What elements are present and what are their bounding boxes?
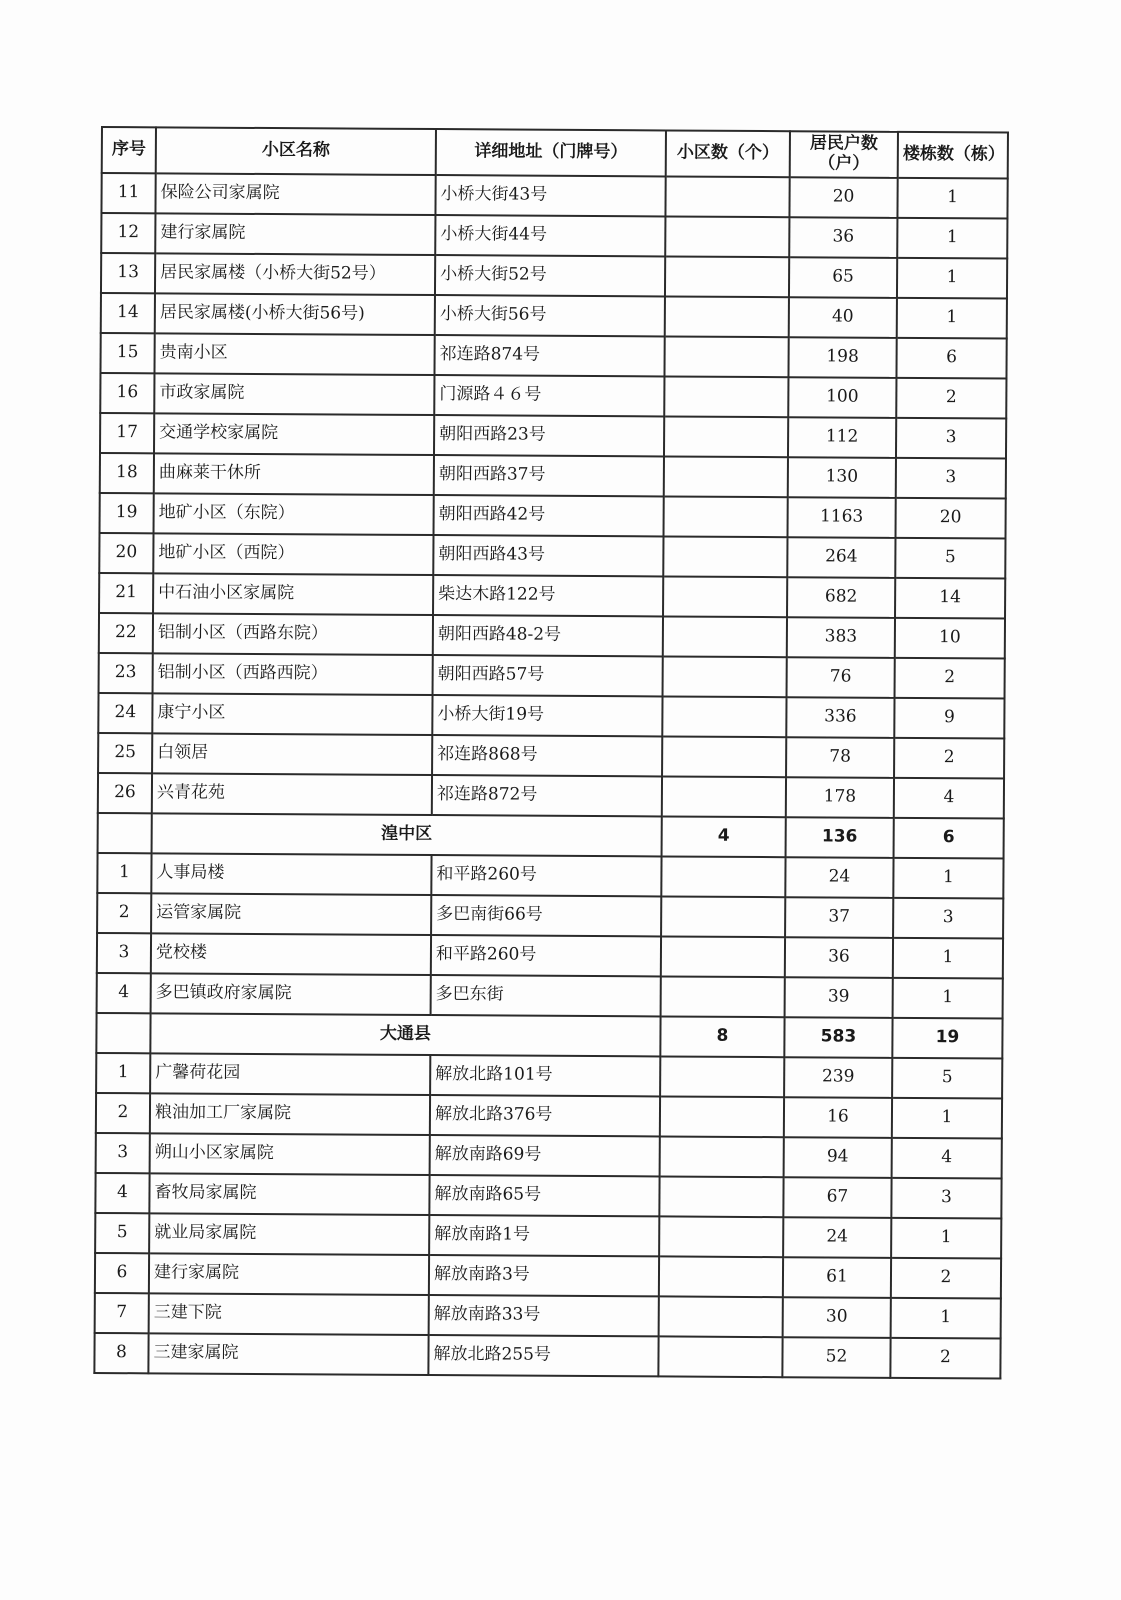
row-idx-cell: 11 (101, 173, 155, 213)
row-households-cell: 76 (787, 657, 895, 698)
row-name-cell: 居民家属楼（小桥大街52号） (155, 253, 435, 295)
table-row (94, 1333, 1000, 1379)
table-row (97, 893, 1003, 939)
row-count-cell (662, 736, 786, 777)
table-row (98, 693, 1004, 739)
row-idx-cell: 18 (100, 453, 154, 493)
row-idx-cell: 16 (100, 373, 154, 413)
district-households-cell: 583 (784, 1017, 892, 1058)
row-address-cell: 小桥大街19号 (432, 695, 662, 736)
row-households-cell: 20 (789, 177, 897, 218)
row-address-cell: 解放南路3号 (429, 1255, 659, 1296)
row-households-cell: 112 (788, 417, 896, 458)
row-count-cell (661, 976, 785, 1017)
row-households-cell: 130 (788, 457, 896, 498)
row-idx-cell: 3 (96, 1133, 150, 1173)
row-buildings-cell: 1 (897, 258, 1007, 299)
row-address-cell: 朝阳西路48-2号 (433, 615, 663, 656)
row-name-cell: 畜牧局家属院 (149, 1173, 429, 1215)
row-idx-cell: 21 (99, 573, 153, 613)
row-name-cell: 地矿小区（东院） (154, 493, 434, 535)
header-buildings: 楼栋数（栋） (898, 132, 1008, 179)
row-idx-cell: 6 (95, 1253, 149, 1293)
row-buildings-cell: 6 (896, 338, 1006, 379)
district-buildings-cell: 19 (892, 1018, 1002, 1059)
row-buildings-cell: 4 (894, 778, 1004, 819)
row-count-cell (664, 456, 788, 497)
table-row (98, 733, 1004, 779)
row-address-cell: 多巴南街66号 (431, 895, 661, 936)
row-address-cell: 和平路260号 (431, 935, 661, 976)
row-name-cell: 康宁小区 (152, 693, 432, 735)
row-count-cell (665, 296, 789, 337)
row-name-cell: 粮油加工厂家属院 (150, 1093, 430, 1135)
row-count-cell (663, 616, 787, 657)
row-name-cell: 中石油小区家属院 (153, 573, 433, 615)
row-idx-cell: 4 (97, 973, 151, 1013)
table-row (95, 1253, 1001, 1299)
row-idx-cell: 2 (97, 893, 151, 933)
table-row (96, 1133, 1002, 1179)
district-name-cell: 湟中区 (152, 813, 662, 856)
row-count-cell (659, 1176, 783, 1217)
row-households-cell: 36 (785, 937, 893, 978)
row-idx-cell: 8 (94, 1333, 148, 1373)
row-name-cell: 运管家属院 (151, 893, 431, 935)
header-community-count: 小区数（个） (666, 130, 790, 177)
row-households-cell: 1163 (788, 497, 896, 538)
row-name-cell: 地矿小区（西院） (153, 533, 433, 575)
table-row (96, 1093, 1002, 1139)
row-address-cell: 祁连路868号 (432, 735, 662, 776)
row-count-cell (662, 696, 786, 737)
table-row (97, 933, 1003, 979)
row-households-cell: 52 (782, 1337, 890, 1378)
row-buildings-cell: 14 (895, 578, 1005, 619)
table-header (102, 127, 1008, 179)
row-idx-cell: 17 (100, 413, 154, 453)
row-address-cell: 解放北路376号 (430, 1095, 660, 1136)
row-count-cell (660, 1056, 784, 1097)
row-buildings-cell: 1 (897, 178, 1007, 219)
row-address-cell: 祁连路874号 (434, 335, 664, 376)
row-name-cell: 三建下院 (149, 1293, 429, 1335)
row-buildings-cell: 3 (896, 458, 1006, 499)
row-address-cell: 朝阳西路42号 (434, 495, 664, 536)
row-address-cell: 小桥大街44号 (435, 215, 665, 256)
district-idx-cell (96, 1013, 150, 1053)
row-name-cell: 多巴镇政府家属院 (151, 973, 431, 1015)
row-buildings-cell: 2 (894, 738, 1004, 779)
row-name-cell: 白领居 (152, 733, 432, 775)
row-address-cell: 朝阳西路43号 (433, 535, 663, 576)
table-row (99, 573, 1005, 619)
row-count-cell (660, 1096, 784, 1137)
district-count-cell: 8 (660, 1016, 784, 1057)
row-address-cell: 小桥大街56号 (435, 295, 665, 336)
row-buildings-cell: 1 (897, 298, 1007, 339)
row-name-cell: 党校楼 (151, 933, 431, 975)
header-name: 小区名称 (156, 127, 436, 175)
row-address-cell: 解放南路1号 (429, 1215, 659, 1256)
row-name-cell: 三建家属院 (148, 1333, 428, 1375)
row-buildings-cell: 2 (891, 1258, 1001, 1299)
table-row (100, 493, 1006, 539)
row-address-cell: 解放南路33号 (429, 1295, 659, 1336)
table-row (100, 413, 1006, 459)
row-address-cell: 小桥大街52号 (435, 255, 665, 296)
row-name-cell: 市政家属院 (154, 373, 434, 415)
table-row (98, 773, 1004, 819)
table-row (97, 973, 1003, 1019)
row-name-cell: 铝制小区（西路东院） (153, 613, 433, 655)
row-idx-cell: 12 (101, 213, 155, 253)
row-idx-cell: 2 (96, 1093, 150, 1133)
row-households-cell: 383 (787, 617, 895, 658)
row-count-cell (659, 1296, 783, 1337)
row-address-cell: 解放南路65号 (429, 1175, 659, 1216)
row-address-cell: 祁连路872号 (432, 775, 662, 816)
row-count-cell (664, 336, 788, 377)
row-idx-cell: 14 (101, 293, 155, 333)
row-buildings-cell: 20 (895, 498, 1005, 539)
header-row (102, 127, 1008, 179)
table-row (101, 213, 1007, 259)
row-households-cell: 198 (788, 337, 896, 378)
district-subtotal-row (96, 1013, 1002, 1059)
district-buildings-cell: 6 (894, 818, 1004, 859)
row-name-cell: 兴青花苑 (152, 773, 432, 815)
row-name-cell: 曲麻莱干休所 (154, 453, 434, 495)
row-households-cell: 78 (786, 737, 894, 778)
row-name-cell: 保险公司家属院 (155, 173, 435, 215)
district-count-cell: 4 (662, 816, 786, 857)
row-buildings-cell: 4 (892, 1138, 1002, 1179)
row-count-cell (665, 256, 789, 297)
table-row (95, 1173, 1001, 1219)
table-row (101, 173, 1007, 219)
row-households-cell: 36 (789, 217, 897, 258)
row-idx-cell: 3 (97, 933, 151, 973)
row-households-cell: 24 (783, 1217, 891, 1258)
row-households-cell: 24 (785, 857, 893, 898)
row-name-cell: 广馨荷花园 (150, 1053, 430, 1095)
row-address-cell: 解放北路255号 (428, 1335, 658, 1376)
row-address-cell: 柴达木路122号 (433, 575, 663, 616)
table-row (101, 253, 1007, 299)
row-count-cell (664, 496, 788, 537)
district-idx-cell (98, 813, 152, 853)
row-buildings-cell: 5 (892, 1058, 1002, 1099)
row-buildings-cell: 1 (891, 1218, 1001, 1259)
table-row (101, 293, 1007, 339)
row-count-cell (660, 1136, 784, 1177)
table-row (99, 533, 1005, 579)
row-count-cell (665, 216, 789, 257)
row-address-cell: 门源路４６号 (434, 375, 664, 416)
row-address-cell: 朝阳西路37号 (434, 455, 664, 496)
row-idx-cell: 24 (98, 693, 152, 733)
row-buildings-cell: 9 (894, 698, 1004, 739)
row-households-cell: 67 (783, 1177, 891, 1218)
row-idx-cell: 7 (95, 1293, 149, 1333)
row-idx-cell: 15 (100, 333, 154, 373)
row-count-cell (663, 576, 787, 617)
row-buildings-cell: 1 (893, 938, 1003, 979)
row-buildings-cell: 3 (891, 1178, 1001, 1219)
row-idx-cell: 20 (99, 533, 153, 573)
row-idx-cell: 26 (98, 773, 152, 813)
row-buildings-cell: 1 (893, 978, 1003, 1019)
row-buildings-cell: 5 (895, 538, 1005, 579)
row-count-cell (661, 856, 785, 897)
row-idx-cell: 23 (99, 653, 153, 693)
row-buildings-cell: 1 (891, 1298, 1001, 1339)
table-row (99, 613, 1005, 659)
row-count-cell (661, 896, 785, 937)
row-idx-cell: 19 (100, 493, 154, 533)
row-count-cell (664, 416, 788, 457)
row-households-cell: 100 (788, 377, 896, 418)
row-address-cell: 小桥大街43号 (435, 175, 665, 216)
row-buildings-cell: 1 (893, 858, 1003, 899)
row-buildings-cell: 2 (896, 378, 1006, 419)
table-row (96, 1053, 1002, 1099)
row-address-cell: 解放南路69号 (430, 1135, 660, 1176)
row-buildings-cell: 1 (892, 1098, 1002, 1139)
row-households-cell: 30 (783, 1297, 891, 1338)
row-name-cell: 建行家属院 (155, 213, 435, 255)
row-name-cell: 居民家属楼(小桥大街56号) (155, 293, 435, 335)
header-idx: 序号 (102, 127, 156, 173)
table-row (97, 853, 1003, 899)
row-name-cell: 朔山小区家属院 (150, 1133, 430, 1175)
row-buildings-cell: 10 (895, 618, 1005, 659)
district-subtotal-row (98, 813, 1004, 859)
row-households-cell: 16 (784, 1097, 892, 1138)
community-table (93, 126, 1009, 1380)
row-count-cell (658, 1336, 782, 1377)
row-buildings-cell: 2 (895, 658, 1005, 699)
table-row (95, 1293, 1001, 1339)
row-address-cell: 多巴东街 (431, 975, 661, 1016)
row-address-cell: 朝阳西路57号 (433, 655, 663, 696)
row-count-cell (659, 1216, 783, 1257)
row-count-cell (663, 536, 787, 577)
row-households-cell: 40 (789, 297, 897, 338)
row-households-cell: 239 (784, 1057, 892, 1098)
row-households-cell: 39 (785, 977, 893, 1018)
row-count-cell (665, 176, 789, 217)
row-households-cell: 336 (786, 697, 894, 738)
row-idx-cell: 1 (97, 853, 151, 893)
row-idx-cell: 25 (98, 733, 152, 773)
table-row (95, 1213, 1001, 1259)
row-buildings-cell: 3 (893, 898, 1003, 939)
row-buildings-cell: 2 (890, 1338, 1000, 1379)
row-name-cell: 交通学校家属院 (154, 413, 434, 455)
row-households-cell: 264 (787, 537, 895, 578)
row-name-cell: 铝制小区（西路西院） (153, 653, 433, 695)
header-address: 详细地址（门牌号） (436, 129, 666, 176)
row-count-cell (662, 776, 786, 817)
header-households: 居民户数（户） (790, 131, 898, 178)
row-households-cell: 94 (784, 1137, 892, 1178)
row-name-cell: 就业局家属院 (149, 1213, 429, 1255)
row-buildings-cell: 1 (897, 218, 1007, 259)
row-count-cell (661, 936, 785, 977)
table-row (100, 333, 1006, 379)
row-idx-cell: 22 (99, 613, 153, 653)
row-name-cell: 贵南小区 (154, 333, 434, 375)
district-households-cell: 136 (786, 817, 894, 858)
row-name-cell: 人事局楼 (151, 853, 431, 895)
row-name-cell: 建行家属院 (149, 1253, 429, 1295)
table-row (100, 373, 1006, 419)
row-address-cell: 和平路260号 (431, 855, 661, 896)
table-body (94, 173, 1007, 1379)
row-count-cell (664, 376, 788, 417)
table-row (99, 653, 1005, 699)
row-idx-cell: 4 (95, 1173, 149, 1213)
row-buildings-cell: 3 (896, 418, 1006, 459)
row-address-cell: 解放北路101号 (430, 1055, 660, 1096)
row-address-cell: 朝阳西路23号 (434, 415, 664, 456)
row-idx-cell: 13 (101, 253, 155, 293)
row-count-cell (659, 1256, 783, 1297)
row-households-cell: 178 (786, 777, 894, 818)
row-households-cell: 61 (783, 1257, 891, 1298)
row-idx-cell: 1 (96, 1053, 150, 1093)
row-households-cell: 37 (785, 897, 893, 938)
row-households-cell: 65 (789, 257, 897, 298)
district-name-cell: 大通县 (150, 1013, 660, 1056)
row-count-cell (663, 656, 787, 697)
table-row (100, 453, 1006, 499)
row-households-cell: 682 (787, 577, 895, 618)
row-idx-cell: 5 (95, 1213, 149, 1253)
